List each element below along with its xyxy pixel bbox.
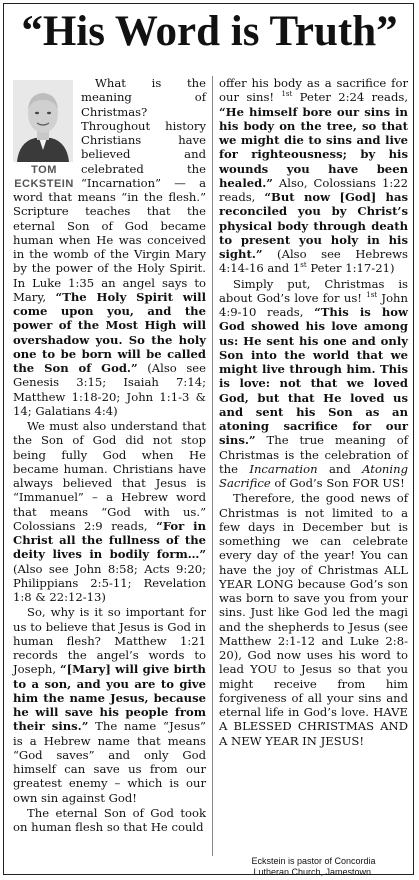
author-note (219, 856, 408, 878)
article-column-left (13, 76, 206, 834)
article-column-right (219, 76, 408, 748)
author-last-name: ECKSTEIN (14, 178, 74, 191)
author-note-line-1: Eckstein is pastor of Concordia (251, 856, 376, 866)
author-photo (13, 80, 75, 191)
paragraph-1: TOM ECKSTEIN What is the meaning of Christmas? Throughout history Christians have believed and celebrated the “Incarnation” — a word that means “in the flesh.” Scripture teaches that the eternal Son of God became human when He was conceived in the womb of the Virgin Mary by the power of the Holy Spirit. In Luke 1:35 an angel says to Mary, “The Holy Spirit will come upon you, and the power of the Most High will overshadow you. So the holy one to be born will be called the Son of God.” (Also see Genesis 3:15; Isaiah 7:14; Matthew 1:18-20; John 1:1-3 & 14; Galatians 4:4) (13, 76, 206, 418)
author-note-line-2: Lutheran Church, Jamestown. (253, 867, 374, 877)
article-title: “His Word is Truth” (21, 8, 398, 55)
article-frame (3, 3, 414, 875)
author-portrait-image (13, 80, 73, 162)
paragraph-2: We must also understand that the Son of God did not stop being fully God when He became human. Christians have always believed that Jesus is “Immanuel” – a Hebrew word that means “God with us.” Colossians 2:9 reads, “For in Christ all the fullness of the deity lives in bodily form…” (Also see John 8:58; Acts 9:20; Philippians 2:5-11; Revelation 1:8 & 22:12-13) (13, 419, 206, 604)
paragraph-5: offer his body as a sacrifice for our sins! $^{1st}$ Peter 2:24 reads, “He himself bore our sins in his body on the tree, so that we might die to sins and live for righteousness; by his wounds you have been healed.” Also, Colossians 1:22 reads, “But now [God] has reconciled you by Christ’s physical body through death to present you holy in his sight.” (Also see Hebrews 4:14-16 and 1st Peter 1:17-21) (219, 76, 409, 276)
paragraph-7: Therefore, the good news of Christmas is not limited to a few days in December but is something we can celebrate every day of the year! You can have the joy of Christmas ALL YEAR LONG because God’s son was born to save you from your sins. Just like God led the magi and the shepherds to Jesus (see Matthew 2:1-12 and Luke 2:8-20), God now uses his word to lead YOU to Jesus so that you might receive from him forgiveness of all your sins and eternal life in God’s love. HAVE A BLESSED CHRISTMAS AND A NEW YEAR IN JESUS! (219, 491, 408, 748)
paragraph-3: So, why is it so important for us to believe that Jesus is God in human flesh? Matthew 1:21 records the angel’s words to Joseph, “[Mary] will give birth to a son, and you are to give him the name Jesus, because he will save his people from their sins.” The name “Jesus” is a Hebrew name that means “God saves” and only God himself can save us from our greatest enemy – which is our own sin against God! (13, 605, 206, 805)
author-first-name: TOM (31, 164, 57, 176)
column-divider (212, 76, 213, 856)
paragraph-6: Simply put, Christmas is about God’s love for us! $^{1st}$ John 4:9-10 reads, “This is how God showed his love among us: He sent his one and only Son into the world that we might live through him. This is love: not that we loved God, but that He loved us and sent his Son as an atoning sacrifice for our sins.” The true meaning of Christmas is the celebration of the Incarnation and Atoning Sacrifice of God’s Son FOR US! (219, 276, 408, 490)
paragraph-4: The eternal Son of God took on human flesh so that He could (13, 805, 206, 834)
